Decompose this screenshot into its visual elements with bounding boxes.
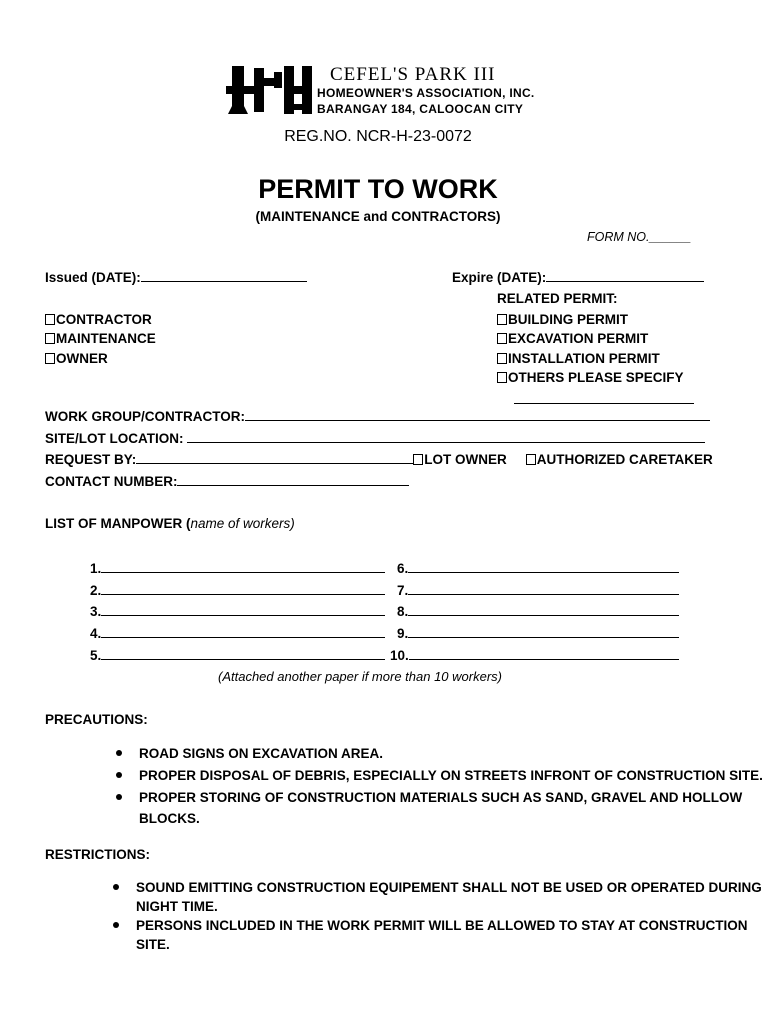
worker-name-blank[interactable] [101, 647, 385, 660]
manpower-row[interactable] [90, 625, 385, 641]
checkbox-box[interactable] [497, 353, 507, 364]
organization-subtitle: HOMEOWNER'S ASSOCIATION, INC. [317, 86, 535, 100]
work-group-label: WORK GROUP/CONTRACTOR: [45, 409, 245, 424]
worker-name-blank[interactable] [409, 647, 679, 660]
contact-number-field[interactable] [45, 473, 409, 489]
worker-name-blank[interactable] [101, 582, 385, 595]
row-number: 7. [397, 583, 409, 598]
expire-date-field[interactable] [452, 269, 704, 285]
checkbox-box[interactable] [45, 353, 55, 364]
precaution-item-continued: BLOCKS. [139, 811, 200, 826]
bullet-icon [116, 794, 122, 800]
request-by-field[interactable] [45, 451, 713, 467]
checkbox-label: BUILDING PERMIT [508, 312, 628, 327]
bullet-icon [116, 750, 122, 756]
others-specify-blank[interactable] [514, 391, 694, 404]
manpower-note: name of workers) [190, 516, 295, 531]
association-logo [226, 64, 314, 116]
row-number: 4. [90, 626, 102, 641]
row-number: 2. [90, 583, 102, 598]
row-number: 6. [397, 561, 409, 576]
manpower-row[interactable] [90, 647, 385, 663]
restriction-item-continued: NIGHT TIME. [136, 899, 218, 914]
precaution-item: PROPER DISPOSAL OF DEBRIS, ESPECIALLY ON STREETS INFRONT OF CONSTRUCTION SITE. [139, 768, 763, 783]
manpower-row[interactable] [90, 603, 385, 619]
checkbox-label: INSTALLATION PERMIT [508, 351, 660, 366]
bullet-icon [116, 772, 122, 778]
registration-number: REG.NO. NCR-H-23-0072 [284, 128, 472, 145]
precaution-item: PROPER STORING OF CONSTRUCTION MATERIALS SUCH AS SAND, GRAVEL AND HOLLOW [139, 790, 743, 805]
site-location-blank[interactable] [187, 430, 705, 443]
checkbox-lot-owner[interactable] [413, 454, 423, 465]
row-number: 9. [397, 626, 409, 641]
checkbox-maintenance[interactable] [45, 331, 156, 346]
issued-date-field[interactable] [45, 269, 307, 285]
caretaker-label: AUTHORIZED CARETAKER [536, 452, 713, 467]
checkbox-box[interactable] [497, 333, 507, 344]
request-by-label: REQUEST BY: [45, 452, 137, 467]
row-number: 1. [90, 561, 102, 576]
organization-address: BARANGAY 184, CALOOCAN CITY [317, 102, 524, 116]
manpower-row[interactable] [397, 603, 679, 619]
issued-date-blank[interactable] [141, 269, 307, 282]
checkbox-box[interactable] [497, 314, 507, 325]
manpower-row[interactable] [397, 560, 679, 576]
manpower-row[interactable] [90, 582, 385, 598]
manpower-row[interactable] [90, 560, 385, 576]
restrictions-heading: RESTRICTIONS: [45, 847, 151, 862]
checkbox-contractor[interactable] [45, 312, 152, 327]
work-group-blank[interactable] [245, 408, 710, 421]
checkbox-owner[interactable] [45, 351, 108, 366]
checkbox-others[interactable] [497, 370, 684, 385]
manpower-row[interactable] [397, 625, 679, 641]
worker-name-blank[interactable] [101, 625, 385, 638]
checkbox-label: CONTRACTOR [56, 312, 152, 327]
manpower-row[interactable] [390, 647, 679, 663]
precaution-item: ROAD SIGNS ON EXCAVATION AREA. [139, 746, 384, 761]
checkbox-building-permit[interactable] [497, 312, 628, 327]
checkbox-authorized-caretaker[interactable] [526, 454, 536, 465]
row-number: 3. [90, 604, 102, 619]
worker-name-blank[interactable] [101, 603, 385, 616]
worker-name-blank[interactable] [101, 560, 385, 573]
form-subtitle: (MAINTENANCE and CONTRACTORS) [255, 209, 501, 224]
form-number: FORM NO.______ [587, 230, 692, 244]
work-group-field[interactable] [45, 408, 710, 424]
organization-name: CEFEL'S PARK III [330, 64, 496, 85]
expire-date-label: Expire (DATE): [452, 270, 547, 285]
restriction-item: SOUND EMITTING CONSTRUCTION EQUIPEMENT SHALL NOT BE USED OR OPERATED DURING [136, 880, 762, 895]
restriction-item-continued: SITE. [136, 937, 170, 952]
checkbox-box[interactable] [45, 314, 55, 325]
attach-note: (Attached another paper if more than 10 workers) [218, 669, 502, 684]
checkbox-label: OWNER [56, 351, 108, 366]
lot-owner-label: LOT OWNER [424, 452, 507, 467]
site-location-field[interactable] [45, 430, 705, 446]
contact-number-label: CONTACT NUMBER: [45, 474, 178, 489]
manpower-row[interactable] [397, 582, 679, 598]
row-number: 8. [397, 604, 409, 619]
worker-name-blank[interactable] [408, 625, 679, 638]
form-title: PERMIT TO WORK [258, 174, 498, 204]
issued-date-label: Issued (DATE): [45, 270, 141, 285]
checkbox-installation-permit[interactable] [497, 351, 660, 366]
manpower-label: LIST OF MANPOWER ( [45, 516, 191, 531]
related-permit-label: RELATED PERMIT: [497, 291, 618, 306]
request-by-blank[interactable] [136, 451, 413, 464]
worker-name-blank[interactable] [408, 582, 679, 595]
checkbox-label: OTHERS PLEASE SPECIFY [508, 370, 684, 385]
bullet-icon [113, 884, 119, 890]
checkbox-box[interactable] [45, 333, 55, 344]
precautions-heading: PRECAUTIONS: [45, 712, 148, 727]
worker-name-blank[interactable] [408, 603, 679, 616]
worker-name-blank[interactable] [408, 560, 679, 573]
row-number: 5. [90, 648, 102, 663]
restriction-item: PERSONS INCLUDED IN THE WORK PERMIT WILL BE ALLOWED TO STAY AT CONSTRUCTION [136, 918, 748, 933]
checkbox-label: MAINTENANCE [56, 331, 156, 346]
checkbox-excavation-permit[interactable] [497, 331, 648, 346]
contact-number-blank[interactable] [177, 473, 409, 486]
checkbox-box[interactable] [497, 372, 507, 383]
expire-date-blank[interactable] [546, 269, 704, 282]
checkbox-label: EXCAVATION PERMIT [508, 331, 649, 346]
row-number: 10. [390, 648, 409, 663]
bullet-icon [113, 922, 119, 928]
site-location-label: SITE/LOT LOCATION: [45, 431, 184, 446]
manpower-heading [45, 516, 295, 531]
